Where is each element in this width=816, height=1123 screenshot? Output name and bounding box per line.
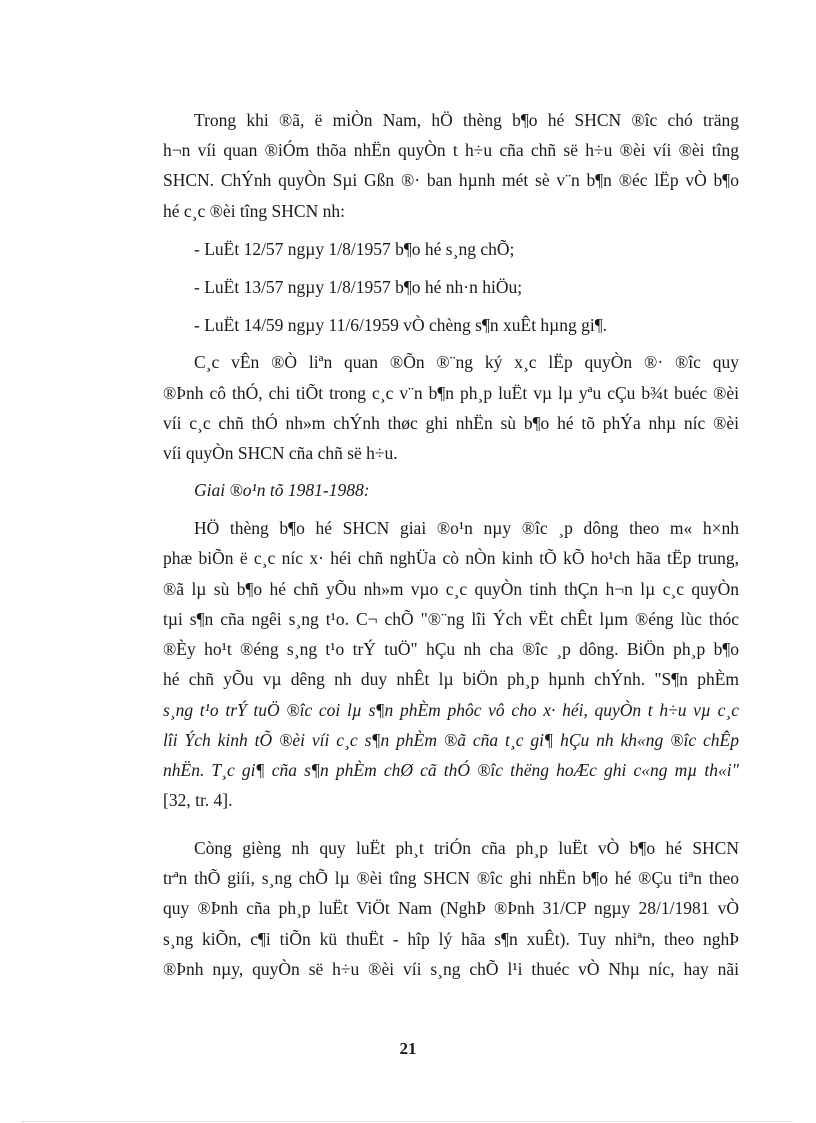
- quote-line: s¸ng t¹o trÝ tuÖ ®îc coi lµ s¶n phÈm phôc vô cho x· héi, quyÒn t h÷u vµ c¸c: [163, 700, 739, 720]
- quote-line: lîi Ých kinh tÕ ®èi víi c¸c s¶n phÈm ®ã cña t¸c gi¶ hÇu nh kh«ng ®îc chÊp: [163, 730, 739, 750]
- section-heading: Giai ®o¹n tõ 1981-1988:: [194, 480, 370, 500]
- paragraph-line: Trong khi ®ã, ë miÒn Nam, hÖ thèng b¶o hé SHCN ®îc chó träng: [194, 110, 739, 130]
- paragraph-line: ®Þnh nµy, quyÒn së h÷u ®èi víi s¸ng chÕ l¹i thuéc vÒ Nhµ níc, hay nãi: [163, 959, 739, 979]
- paragraph-line: HÖ thèng b¶o hé SHCN giai ®o¹n nµy ®îc ¸p dông theo m« h×nh: [194, 518, 739, 538]
- paragraph-line: C¸c vÊn ®Ò liªn quan ®Õn ®¨ng ký x¸c lËp quyÒn ®· ®îc quy: [194, 352, 739, 372]
- quote-line: nhËn. T¸c gi¶ cña s¶n phÈm chØ cã thÓ ®îc thëng hoÆc ghi c«ng mµ th«i": [163, 760, 739, 780]
- paragraph-line: víi c¸c chñ thÓ nh»m chÝnh thøc ghi nhËn sù b¶o hé tõ phÝa nhµ níc ®èi: [163, 413, 739, 433]
- paragraph-line: hé chñ yÕu vµ dêng nh duy nhÊt lµ biÖn ph¸p hµnh chÝnh. "S¶n phÈm: [163, 669, 739, 689]
- paragraph-line: phæ biÕn ë c¸c níc x· héi chñ nghÜa cò nÒn kinh tÕ kÕ ho¹ch hãa tËp trung,: [163, 548, 739, 568]
- paragraph-line: quy ®Þnh cña ph¸p luËt ViÖt Nam (NghÞ ®Þnh 31/CP ngµy 28/1/1981 vÒ: [163, 898, 739, 918]
- paragraph-line: tµi s¶n cña ngêi s¸ng t¹o. C¬ chÕ "®¨ng lîi Ých vËt chÊt lµm ®éng lùc thóc: [163, 609, 739, 629]
- paragraph-line: ®Þnh cô thÓ, chi tiÕt trong c¸c v¨n b¶n ph¸p luËt vµ lµ yªu cÇu b¾t buéc ®èi: [163, 383, 739, 403]
- page-bottom-rule: [22, 1121, 794, 1122]
- paragraph-line: ®ã lµ sù b¶o hé chñ yÕu nh»m vµo c¸c quyÒn tinh thÇn h¬n lµ c¸c quyÒn: [163, 579, 739, 599]
- citation: [32, tr. 4].: [163, 790, 233, 810]
- paragraph-line: Còng gièng nh quy luËt ph¸t triÓn cña ph¸p luËt vÒ b¶o hé SHCN: [194, 838, 739, 858]
- paragraph-line: víi quyÒn SHCN cña chñ së h÷u.: [163, 443, 398, 463]
- paragraph-line: trªn thÕ giíi, s¸ng chÕ lµ ®èi tîng SHCN ®îc ghi nhËn b¶o hé ®Çu tiªn theo: [163, 868, 739, 888]
- list-item: - LuËt 13/57 ngµy 1/8/1957 b¶o hé nh·n hiÖu;: [194, 277, 523, 297]
- list-item: - LuËt 14/59 ngµy 11/6/1959 vÒ chèng s¶n xuÊt hµng gi¶.: [194, 315, 608, 335]
- paragraph-line: SHCN. ChÝnh quyÒn Sµi Gßn ®· ban hµnh mét sè v¨n b¶n ®éc lËp vÒ b¶o: [163, 170, 739, 190]
- paragraph-line: s¸ng kiÕn, c¶i tiÕn kü thuËt - hîp lý hãa s¶n xuÊt). Tuy nhiªn, theo nghÞ: [163, 929, 739, 949]
- paragraph-line: ®Èy ho¹t ®éng s¸ng t¹o trÝ tuÖ" hÇu nh cha ®îc ¸p dông. BiÖn ph¸p b¶o: [163, 639, 739, 659]
- paragraph-line: hé c¸c ®èi tîng SHCN nh:: [163, 201, 345, 221]
- list-item: - LuËt 12/57 ngµy 1/8/1957 b¶o hé s¸ng chÕ;: [194, 239, 515, 259]
- page-number: 21: [399, 1039, 417, 1058]
- paragraph-line: h¬n víi quan ®iÓm thõa nhËn quyÒn t h÷u cña chñ së h÷u ®èi víi ®èi tîng: [163, 140, 739, 160]
